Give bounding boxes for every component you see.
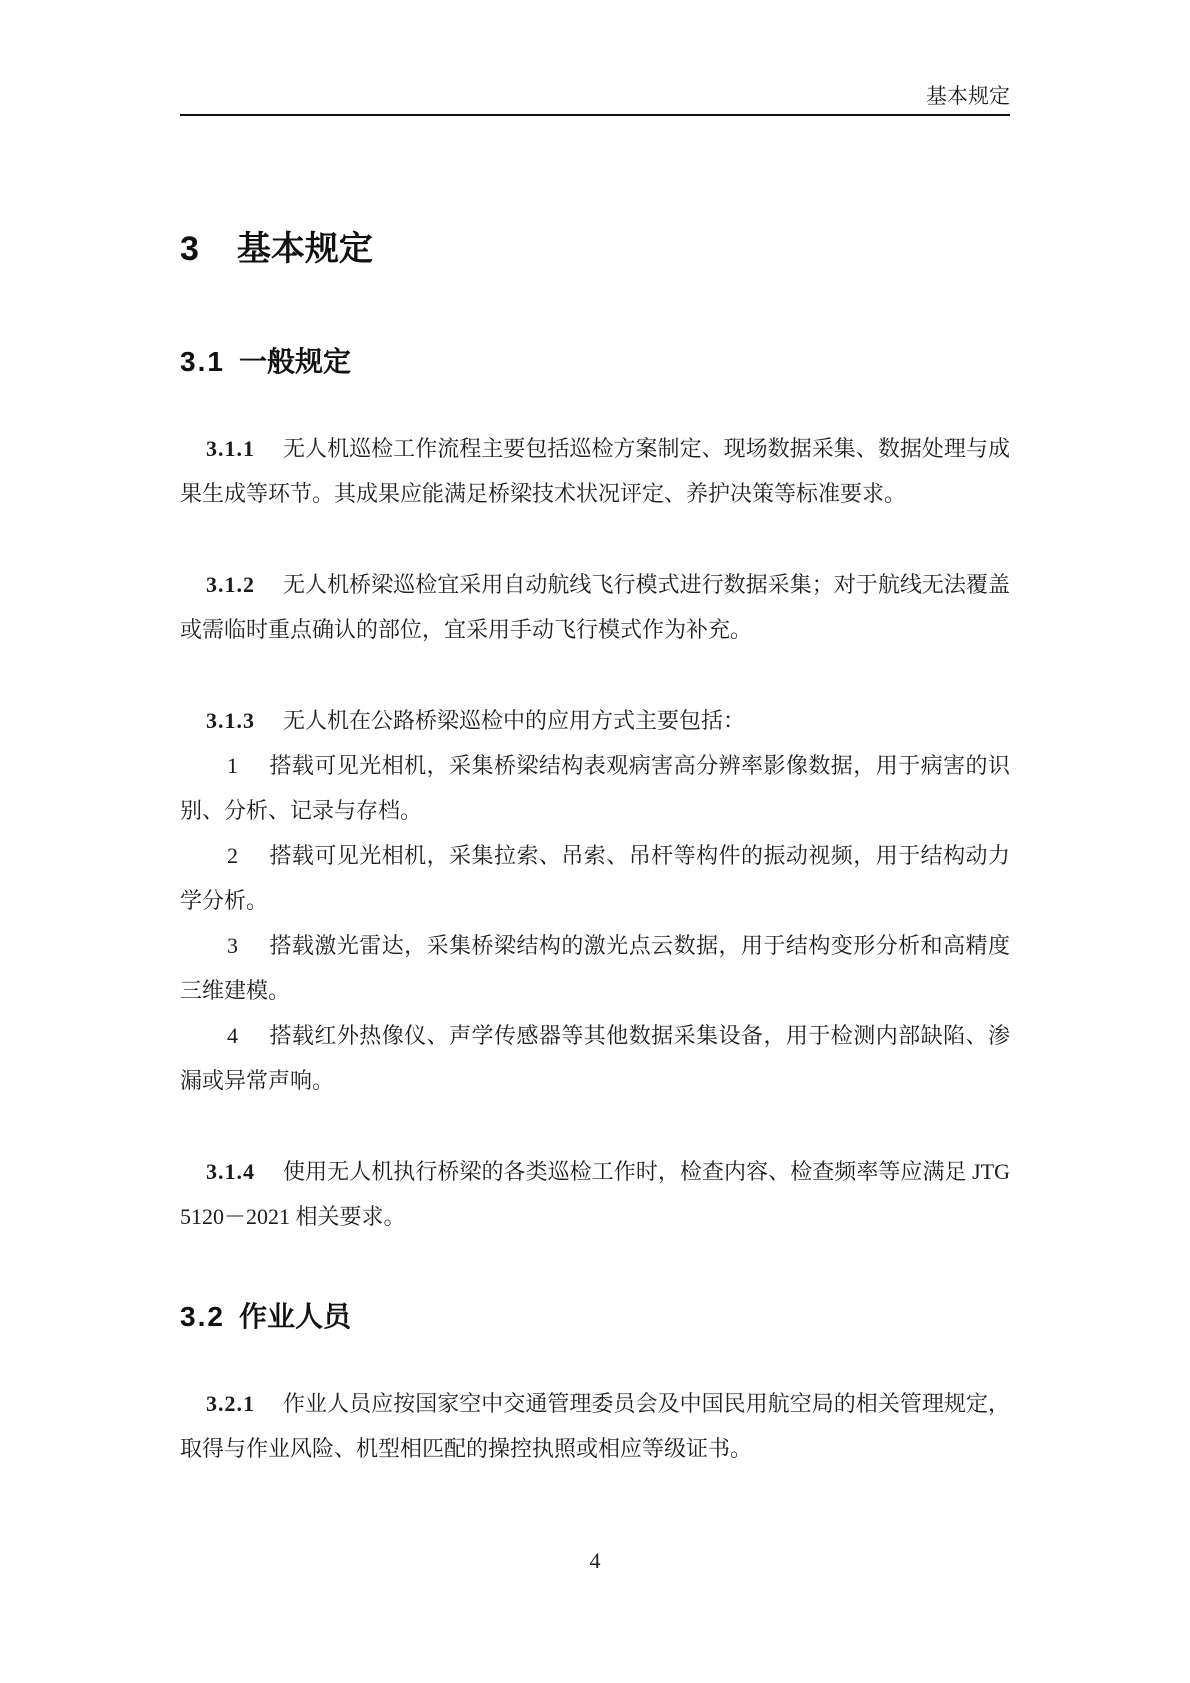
page-header: [180, 0, 1010, 116]
section-heading-3-2: [180, 1299, 1010, 1335]
list-item-text: 搭载可见光相机，采集桥梁结构表观病害高分辨率影像数据，用于病害的识别、分析、记录与存档。: [180, 753, 1010, 823]
running-title: 基本规定: [926, 84, 1010, 108]
list-item-number: 2: [227, 843, 238, 868]
chapter-number: 3: [180, 230, 199, 268]
clause-3-1-4: [180, 1149, 1010, 1239]
chapter-title: 基本规定: [236, 230, 373, 268]
clause-3-2-1: [180, 1381, 1010, 1471]
clause-text: 无人机桥梁巡检宜采用自动航线飞行模式进行数据采集；对于航线无法覆盖或需临时重点确认的部位，宜采用手动飞行模式作为补充。: [180, 572, 1010, 642]
clause-3-1-3: [180, 698, 1010, 743]
clause-label: 3.2.1: [206, 1391, 255, 1416]
page-number: 4: [589, 1548, 601, 1573]
clause-text: 无人机在公路桥梁巡检中的应用方式主要包括：: [283, 708, 746, 733]
section-heading-3-1: [180, 344, 1010, 380]
clause-3-1-2: [180, 562, 1010, 652]
section-number: 3.1: [180, 346, 225, 377]
clause-3-1-1: [180, 426, 1010, 516]
section-number: 3.2: [180, 1301, 225, 1332]
list-item-text: 搭载红外热像仪、声学传感器等其他数据采集设备，用于检测内部缺陷、渗漏或异常声响。: [180, 1023, 1010, 1093]
clause-text: 无人机巡检工作流程主要包括巡检方案制定、现场数据采集、数据处理与成果生成等环节。其成果应能满足桥梁技术状况评定、养护决策等标准要求。: [180, 436, 1010, 506]
clause-label: 3.1.2: [206, 572, 255, 597]
chapter-heading: [180, 226, 1010, 272]
clause-text: 使用无人机执行桥梁的各类巡检工作时，检查内容、检查频率等应满足 JTG 5120－2021 相关要求。: [180, 1159, 1010, 1229]
list-item-number: 3: [227, 933, 238, 958]
list-item-number: 4: [227, 1023, 238, 1048]
list-item-4: [180, 1013, 1010, 1103]
clause-label: 3.1.4: [206, 1159, 255, 1184]
list-item-text: 搭载可见光相机，采集拉索、吊索、吊杆等构件的振动视频，用于结构动力学分析。: [180, 843, 1010, 913]
clause-label: 3.1.3: [206, 708, 255, 733]
clause-text: 作业人员应按国家空中交通管理委员会及中国民用航空局的相关管理规定，取得与作业风险、机型相匹配的操控执照或相应等级证书。: [180, 1391, 1010, 1461]
clause-label: 3.1.1: [206, 436, 255, 461]
list-item-number: 1: [227, 753, 238, 778]
list-item-3: [180, 923, 1010, 1013]
section-title: 作业人员: [238, 1301, 351, 1332]
list-item-2: [180, 833, 1010, 923]
list-item-1: [180, 743, 1010, 833]
list-item-text: 搭载激光雷达，采集桥梁结构的激光点云数据，用于结构变形分析和高精度三维建模。: [180, 933, 1010, 1003]
section-title: 一般规定: [238, 346, 351, 377]
